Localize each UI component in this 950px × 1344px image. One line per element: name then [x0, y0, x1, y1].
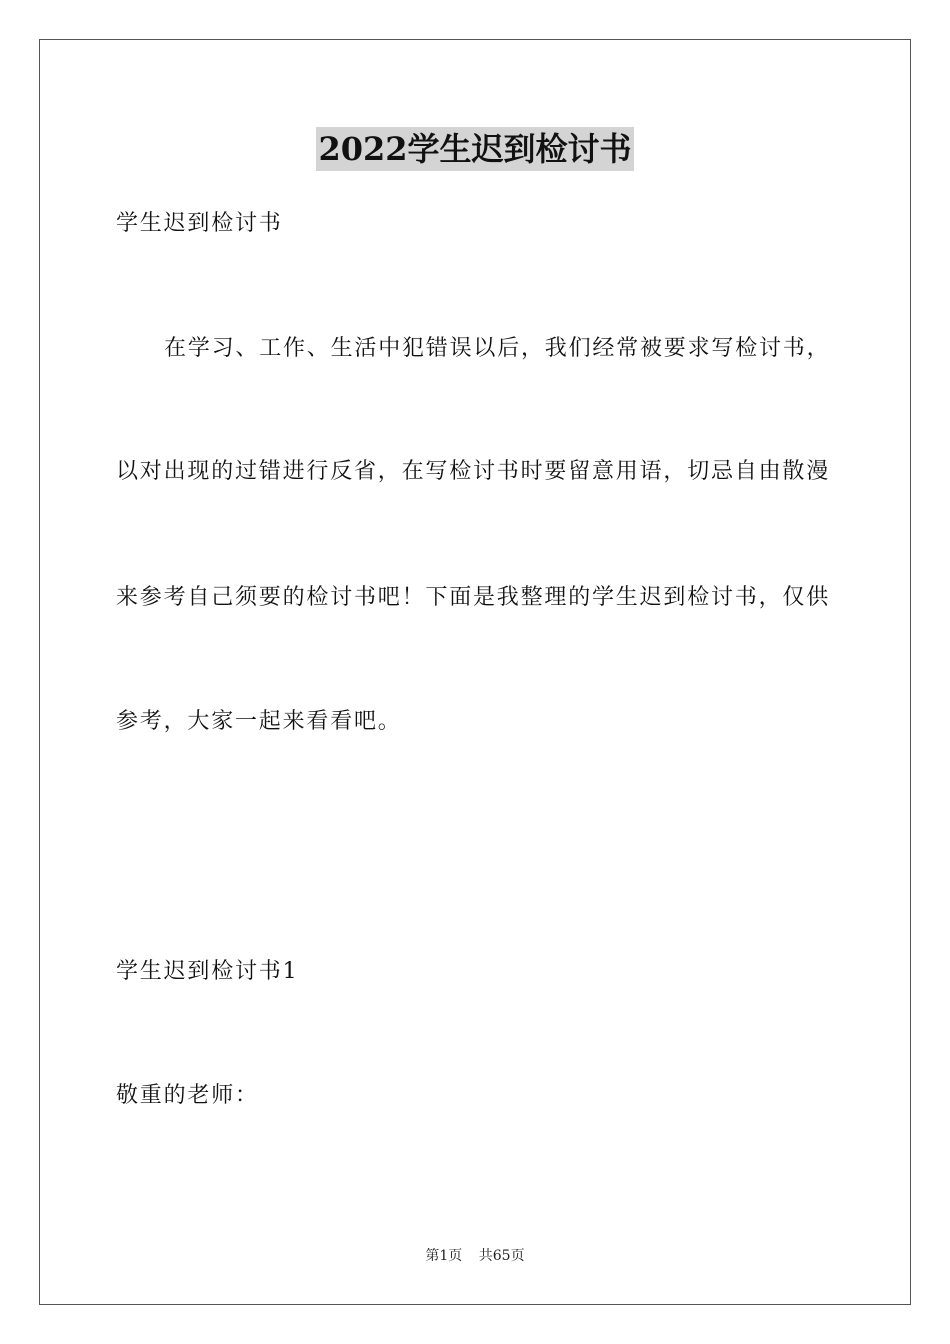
page-footer: [0, 1246, 950, 1266]
document-title: 2022学生迟到检讨书: [316, 127, 633, 171]
salutation: 敬重的老师：: [116, 1083, 259, 1108]
paragraph-line-1: 在学习、工作、生活中犯错误以后，我们经常被要求写检讨书，: [164, 336, 831, 361]
document-subtitle: 学生迟到检讨书: [116, 211, 283, 236]
section-heading: 学生迟到检讨书1: [116, 959, 299, 984]
paragraph-line-4: 参考，大家一起来看看吧。: [116, 709, 402, 734]
page-number-total: 共65页: [478, 1248, 525, 1264]
title-container: [0, 127, 950, 171]
paragraph-line-2: 以对出现的过错进行反省，在写检讨书时要留意用语，切忌自由散漫: [116, 459, 831, 484]
paragraph-line-3: 来参考自己须要的检讨书吧！下面是我整理的学生迟到检讨书，仅供: [116, 585, 831, 610]
page-number-current: 第1页: [425, 1248, 463, 1264]
